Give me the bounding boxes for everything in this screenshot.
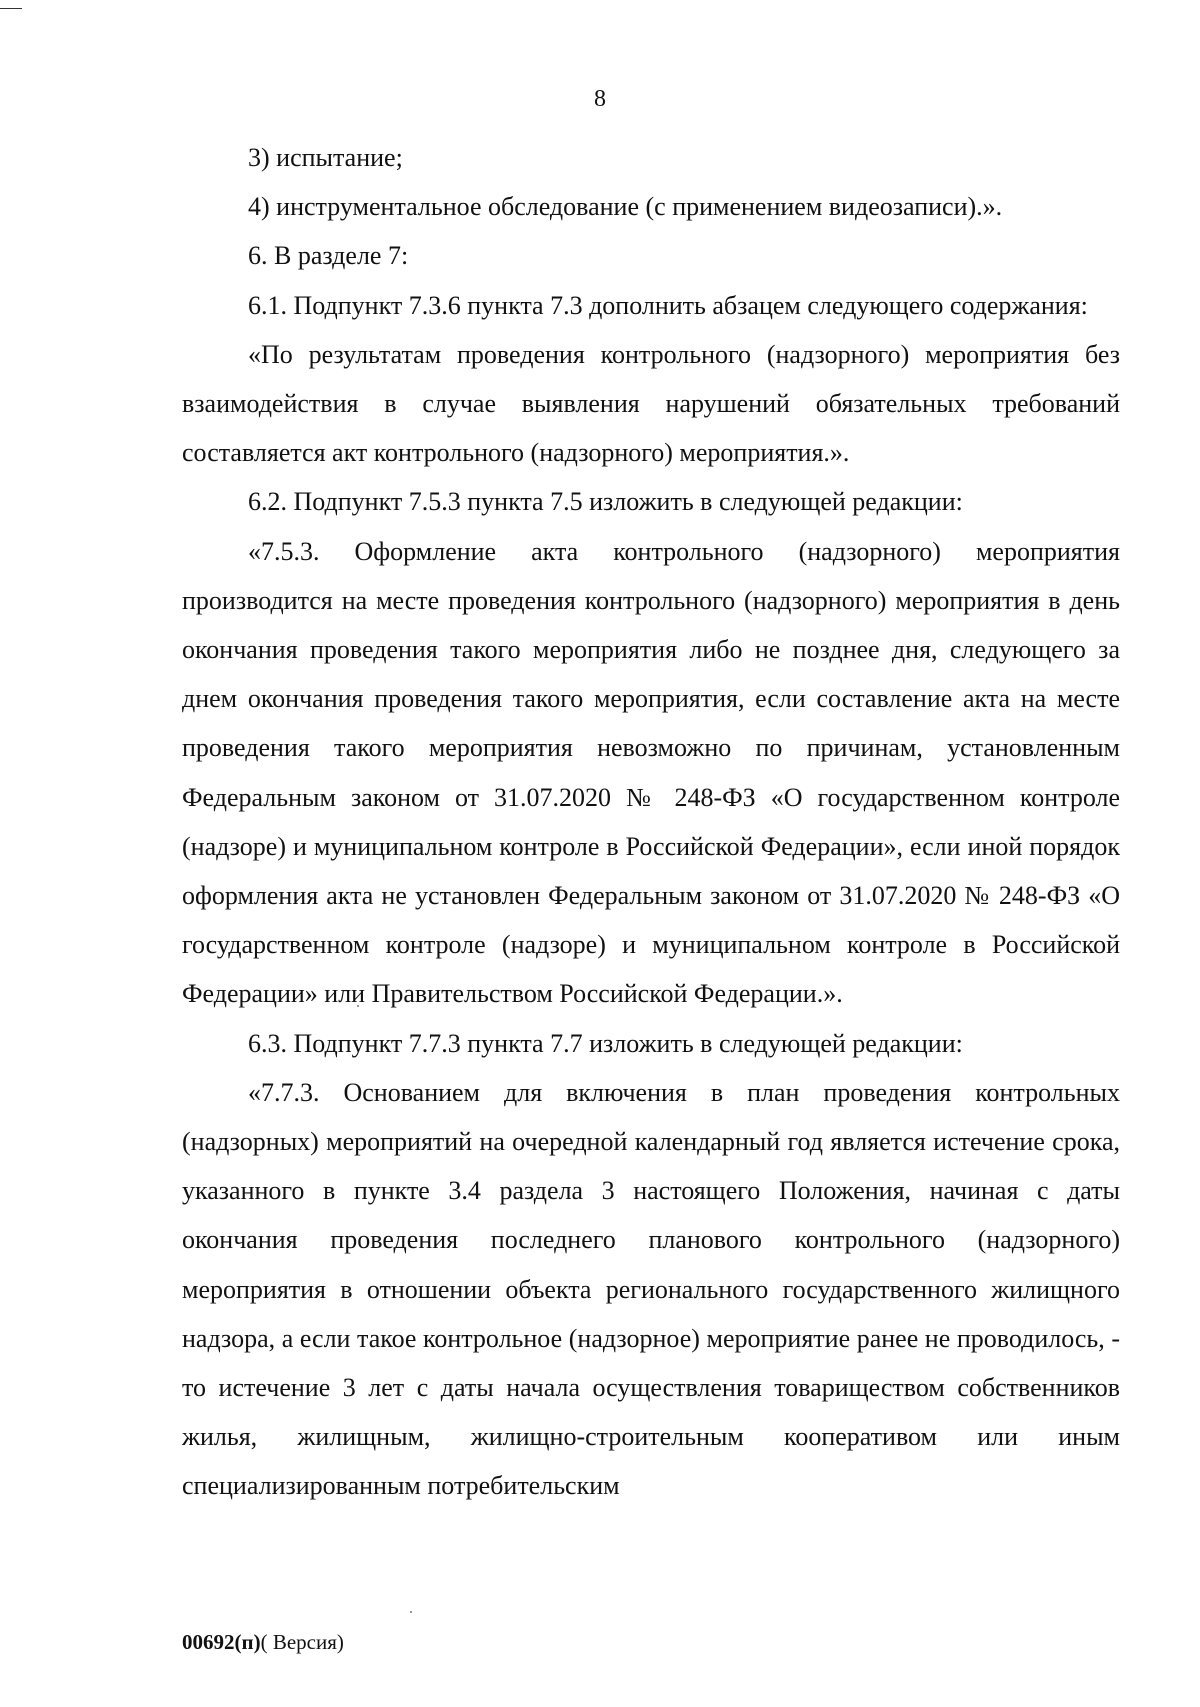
quoted-paragraph-7-5-3: «7.5.3. Оформление акта контрольного (надзорного) мероприятия производится на месте проведения контрольного (надзорного) мероприятия в день окончания проведения такого мероприятия либо не позднее дня, следующего за днем окончания проведения такого мероприятия, если составление акта на месте проведения такого мероприятия невозможно по причинам, установленным Федеральным законом от 31.07.2020 № 248-ФЗ «О государственном контроле (надзоре) и муниципальном контроле в Российской Федерации», если иной порядок оформления акта не установлен Федеральным законом от 31.07.2020 № 248-ФЗ «О государственном контроле (надзоре) и муниципальном контроле в Российской Федерации» или Правительством Российской Федерации.».	[182, 536, 1120, 1009]
document-body	[182, 133, 1120, 1511]
section-7-heading: 6. В разделе 7:	[248, 241, 409, 271]
list-item-instrumental-inspection: 4) инструментальное обследование (с применением видеозаписи).».	[248, 192, 1003, 222]
quoted-paragraph-7-3-6: «По результатам проведения контрольного (надзорного) мероприятия без взаимодействия в случае выявления нарушений обязательных требований составляется акт контрольного (надзорного) мероприятия.».	[182, 339, 1120, 468]
scan-edge-mark	[0, 8, 22, 9]
document-version: ( Версия)	[260, 1630, 344, 1654]
page-number: 8	[594, 86, 606, 112]
paragraph-6-2: 6.2. Подпункт 7.5.3 пункта 7.5 изложить в следующей редакции:	[248, 487, 963, 517]
quoted-paragraph-7-7-3: «7.7.3. Основанием для включения в план проведения контрольных (надзорных) мероприятий на очередной календарный год является истечение срока, указанного в пункте 3.4 раздела 3 настоящего Положения, начиная с даты окончания проведения последнего планового контрольного (надзорного) мероприятия в отношении объекта регионального государственного жилищного надзора, а если такое контрольное (надзорное) мероприятие ранее не проводилось, - то истечение 3 лет с даты начала осуществления товариществом собственников жилья, жилищным, жилищно-строительным кооперативом или иным специализированным потребительским	[182, 1077, 1120, 1501]
list-item-testing: 3) испытание;	[248, 143, 403, 172]
scan-speck	[410, 1611, 412, 1613]
paragraph-6-3: 6.3. Подпункт 7.7.3 пункта 7.7 изложить в следующей редакции:	[248, 1028, 963, 1058]
paragraph-6-1: 6.1. Подпункт 7.3.6 пункта 7.3 дополнить абзацем следующего содержания:	[248, 290, 1088, 320]
document-code: 00692(п)	[182, 1630, 261, 1654]
document-footer	[182, 1630, 344, 1655]
